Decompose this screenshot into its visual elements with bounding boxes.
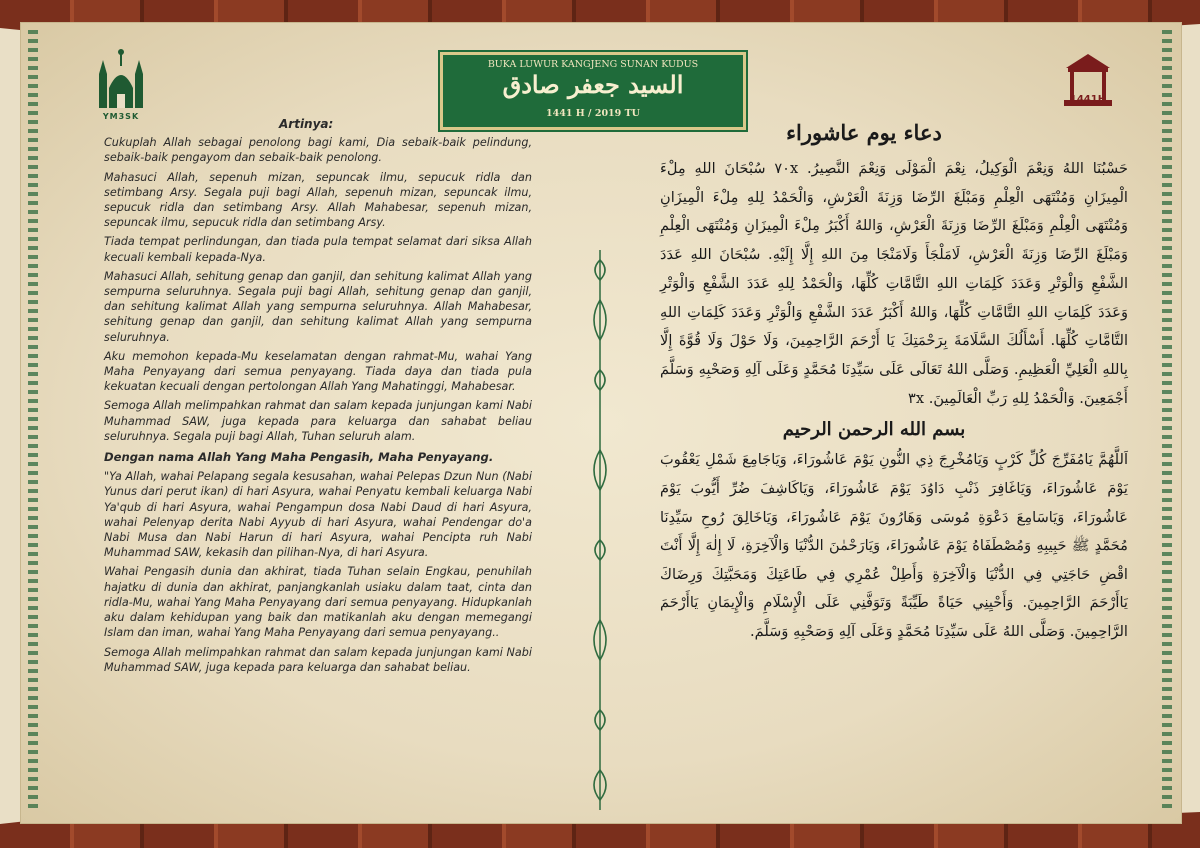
translation-paragraph: Wahai Pengasih dunia dan akhirat, tiada Tuhan selain Engkau, penuhilah hajatku di dunia dan akhirat, panjangkanlah usiaku dalam taat, cinta dan ridla-Mu, wahai Yang Maha Penyayang dari semua penyayang. Hidupkanlah aku dalam kehidupan yang baik dan matikanlah aku dengan memegangi Islam dan iman, wahai Yang Maha Penyayang dari semua penyayang.. (104, 565, 532, 640)
translation-paragraph: "Ya Allah, wahai Pelapang segala kesusahan, wahai Pelepas Dzun Nun (Nabi Yunus dari perut ikan) di hari Asyura, wahai Penyatu kembali keluarga Nabi Ya'qub di hari Asyura, wahai Pengampun dosa Nabi Daud di hari Asyura, wahai Pelenyap derita Nabi Ayyub di hari Asyura, wahai Pendengar do'a Nabi Musa dan Nabi Harun di hari Asyura, wahai Pencipta ruh Nabi Muhammad SAW, kekasih dan pilihan-Nya, di hari Asyura. (104, 470, 532, 560)
mosque-logo-icon (95, 48, 147, 118)
right-logo-number: 1441H (1069, 94, 1107, 105)
translation-paragraph: Mahasuci Allah, sepenuh mizan, sepuncak ilmu, sepucuk ridla dan setimbang Arsy. Segala puji bagi Allah, sepenuh mizan, sepuncak ilmu, sepucuk ridla dan setimbang Arsy. Allah Mahabesar, sepenuh mizan, sepuncak ilmu, sepucuk ridla dan setimbang Arsy. (104, 170, 532, 230)
translation-paragraph: Mahasuci Allah, sehitung genap dan ganjil, dan sehitung kalimat Allah yang sempurna seluruhnya. Segala puji bagi Allah, sehitung genap dan ganjil, dan sehitung kalimat Allah yang sempurna seluruhnya. Allah Mahabesar, sehitung genap dan ganjil, dan sehitung kalimat Allah yang sempurna seluruhnya. (104, 269, 532, 344)
bismillah-translation: Dengan nama Allah Yang Maha Pengasih, Maha Penyayang. (104, 450, 494, 465)
center-ornament-divider (588, 250, 612, 810)
arabic-title: دعاء يوم عاشوراء (786, 120, 942, 145)
banner-top-text: BUKA LUWUR KANGJENG SUNAN KUDUS (487, 59, 699, 70)
translation-paragraph: Cukuplah Allah sebagai penolong bagi kami, Dia sebaik-baik pelindung, sebaik-baik pengayom dan sebaik-baik penolong. (104, 136, 532, 165)
banner-year: 1441 H / 2019 TU (546, 108, 640, 119)
translation-column (104, 117, 532, 679)
right-ornament-border (1162, 30, 1172, 810)
translation-heading: Artinya: (279, 117, 334, 131)
arabic-prayer-part-2: اَللَّهُمَّ يَامُفَرِّجَ كُلِّ كَرْبٍ وَيَامُخْرِجَ ذِي النُّونِ يَوْمَ عَاشُورَاءَ، وَيَاجَامِعَ شَمْلِ يَعْقُوبَ يَوْمَ عَاشُورَاءَ، وَيَاغَافِرَ ذَنْبِ دَاوُدَ يَوْمَ عَاشُورَاءَ، وَيَاكَاشِفَ ضُرِّ أَيُّوبَ يَوْمَ عَاشُورَاءَ، وَيَاسَامِعَ دَعْوَةِ مُوسَى وَهَارُونَ يَوْمَ عَاشُورَاءَ، وَيَاخَالِقَ رُوحِ سَيِّدِنَا مُحَمَّدٍ ﷺ حَبِيبِهِ وَمُصْطَفَاهُ يَوْمَ عَاشُورَاءَ، وَيَارَحْمٰنَ الدُّنْيَا وَالْآخِرَةِ، لَا إِلٰهَ إِلَّا أَنْتَ اقْضِ حَاجَتِي فِي الدُّنْيَا وَالْآخِرَةِ وَأَطِلْ عُمْرِي فِي طَاعَتِكَ وَمَحَبَّتِكَ وَرِضَاكَ يَاأَرْحَمَ الرَّاحِمِينَ. وَأَحْيِنِي حَيَاةً طَيِّبَةً وَتَوَفَّنِي عَلَى الْإِسْلَامِ وَالْإِيمَانِ يَاأَرْحَمَ الرَّاحِمِينَ. وَصَلَّى اللهُ عَلَى سَيِّدِنَا مُحَمَّدٍ وَعَلَى آلِهِ وَصَحْبِهِ وَسَلَّمَ. (660, 451, 1128, 640)
translation-paragraph: Tiada tempat perlindungan, dan tiada pula tempat selamat dari siksa Allah kecuali kembali kepada-Nya. (104, 235, 532, 264)
arabic-bismillah: بسم الله الرحمن الرحيم (782, 419, 966, 441)
left-logo-label: YM3SK (102, 112, 140, 121)
translation-paragraph: Semoga Allah melimpahkan rahmat dan salam kepada junjungan kami Nabi Muhammad SAW, juga kepada para keluarga dan sahabat beliau seluruhnya. Segala puji bagi Allah, Tuhan seluruh alam. (104, 399, 532, 443)
banner-arabic-title: السيد جعفر صادق (502, 70, 684, 99)
arabic-prayer-part-1: حَسْبُنَا اللهُ وَنِعْمَ الْوَكِيلُ، نِعْمَ الْمَوْلَى وَنِعْمَ النَّصِيرُ. ٧٠x سُبْحَانَ اللهِ مِلْءَ الْمِيزَانِ وَمُنْتَهَى الْعِلْمِ وَمَبْلَغَ الرِّضَا وَزِنَةَ الْعَرْشِ، وَالْحَمْدُ لِلهِ مِلْءَ الْمِيزَانِ وَمُنْتَهَى الْعِلْمِ وَمَبْلَغَ الرِّضَا وَزِنَةَ الْعَرْشِ، وَاللهُ أَكْبَرُ مِلْءَ الْمِيزَانِ وَمُنْتَهَى الْعِلْمِ وَمَبْلَغَ الرِّضَا وَزِنَةَ الْعَرْشِ، لَامَلْجَأَ وَلَامَنْجَا مِنَ اللهِ إِلَّا إِلَيْهِ. سُبْحَانَ اللهِ عَدَدَ الشَّفْعِ وَالْوَتْرِ وَعَدَدَ كَلِمَاتِ اللهِ التَّامَّاتِ كُلِّهَا، وَالْحَمْدُ لِلهِ عَدَدَ الشَّفْعِ وَالْوَتْرِ وَعَدَدَ كَلِمَاتِ اللهِ التَّامَّاتِ كُلِّهَا، وَاللهُ أَكْبَرُ عَدَدَ الشَّفْعِ وَالْوَتْرِ وَعَدَدَ كَلِمَاتِ اللهِ التَّامَّاتِ كُلِّهَا. أَسْأَلُكَ السَّلَامَةَ بِرَحْمَتِكَ يَا أَرْحَمَ الرَّاحِمِينَ، وَلَا حَوْلَ وَلَا قُوَّةَ إِلَّا بِاللهِ الْعَلِيِّ الْعَظِيمِ. وَصَلَّى اللهُ تَعَالَى عَلَى سَيِّدِنَا مُحَمَّدٍ وَعَلَى آلِهِ وَصَحْبِهِ وَسَلَّمَ أَجْمَعِينَ. وَالْحَمْدُ لِلهِ رَبِّ الْعَالَمِينَ. ٣x (660, 160, 1128, 407)
arabic-column (660, 120, 1128, 646)
translation-paragraph: Aku memohon kepada-Mu keselamatan dengan rahmat-Mu, wahai Yang Maha Penyayang dari semua penyayang. Tiada daya dan tiada pula kekuatan kecuali dengan pertolongan Allah Yang Mahatinggi, Mahabesar. (104, 349, 532, 394)
left-ornament-border (28, 30, 38, 810)
translation-paragraph: Semoga Allah melimpahkan rahmat dan salam kepada junjungan kami Nabi Muhammad SAW, juga kepada para keluarga dan sahabat beliau. (104, 645, 532, 674)
